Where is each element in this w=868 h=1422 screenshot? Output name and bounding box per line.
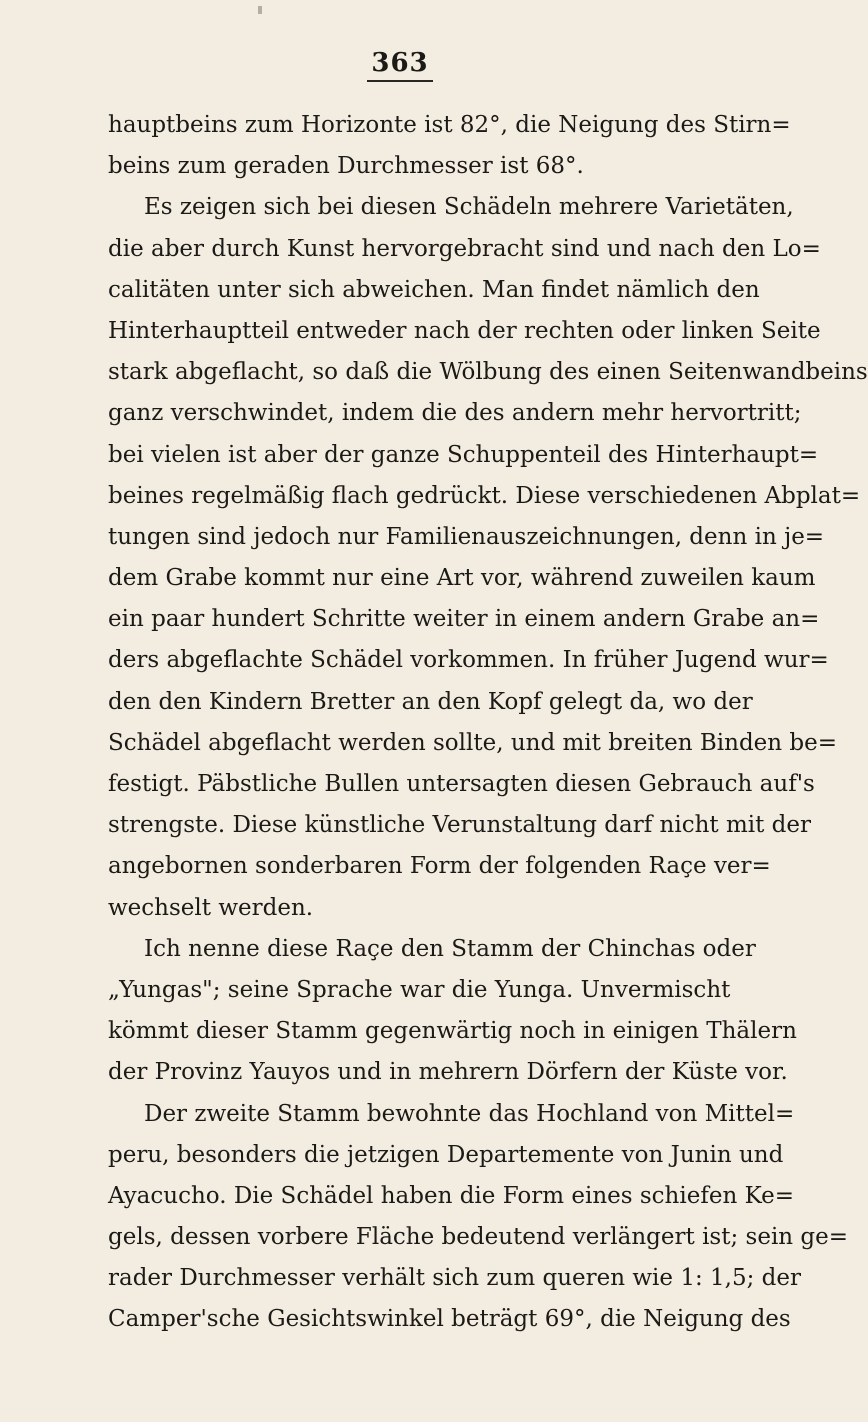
text-line: Hinterhauptteil entweder nach der rechten oder linken Seite	[108, 317, 821, 344]
text-line: beins zum geraden Durchmesser ist 68°.	[108, 153, 584, 180]
text-line: die aber durch Kunst hervorgebracht sind und nach den Lo=	[108, 235, 821, 262]
text-line: Der zweite Stamm bewohnte das Hochland von Mittel=	[144, 1100, 795, 1127]
text-line: festigt. Päbstliche Bullen untersagten diesen Gebrauch auf's	[108, 771, 815, 797]
text-line: rader Durchmesser verhält sich zum queren wie 1: 1,5; der	[108, 1265, 801, 1292]
text-line: Schädel abgeflacht werden sollte, und mit breiten Binden be=	[108, 729, 838, 756]
text-line: ganz verschwindet, indem die des andern mehr hervortritt;	[108, 400, 802, 427]
text-line: peru, besonders die jetzigen Departemente von Junin und	[108, 1141, 784, 1168]
text-line: dem Grabe kommt nur eine Art vor, während zuweilen kaum	[108, 565, 816, 592]
text-line: beines regelmäßig flach gedrückt. Diese verschiedenen Abplat=	[108, 482, 861, 509]
text-line: Camper'sche Gesichtswinkel beträgt 69°, die Neigung des	[108, 1306, 791, 1333]
text-line: gels, dessen vorbere Fläche bedeutend verlängert ist; sein ge=	[108, 1224, 849, 1251]
text-line: strengste. Diese künstliche Verunstaltung darf nicht mit der	[108, 812, 812, 839]
text-line: calitäten unter sich abweichen. Man findet nämlich den	[108, 276, 760, 303]
text-line: den den Kindern Bretter an den Kopf gelegt da, wo der	[108, 688, 753, 715]
text-line: kömmt dieser Stamm gegenwärtig noch in einigen Thälern	[108, 1018, 797, 1045]
print-mark	[258, 6, 262, 14]
text-line: Es zeigen sich bei diesen Schädeln mehrere Varietäten,	[144, 194, 794, 221]
text-line: der Provinz Yauyos und in mehrern Dörfern der Küste vor.	[108, 1059, 788, 1086]
text-line: hauptbeins zum Horizonte ist 82°, die Neigung des Stirn=	[108, 112, 791, 138]
page-number: 363	[367, 48, 432, 82]
text-line: ders abgeflachte Schädel vorkommen. In früher Jugend wur=	[108, 647, 829, 674]
text-line: „Yungas"; seine Sprache war die Yunga. Unvermischt	[108, 976, 731, 1003]
page-header	[0, 48, 800, 82]
text-line: bei vielen ist aber der ganze Schuppenteil des Hinterhaupt=	[108, 441, 819, 468]
text-line: wechselt werden.	[108, 894, 314, 921]
body-text	[108, 105, 868, 1341]
text-line: stark abgeflacht, so daß die Wölbung des einen Seitenwandbeins	[108, 359, 868, 386]
text-line: tungen sind jedoch nur Familienauszeichnungen, denn in je=	[108, 523, 825, 550]
text-line: Ayacucho. Die Schädel haben die Form eines schiefen Ke=	[108, 1182, 795, 1209]
text-line: angebornen sonderbaren Form der folgenden Raçe ver=	[108, 853, 771, 880]
text-line: ein paar hundert Schritte weiter in einem andern Grabe an=	[108, 606, 820, 633]
text-line: Ich nenne diese Raçe den Stamm der Chinchas oder	[144, 935, 756, 962]
